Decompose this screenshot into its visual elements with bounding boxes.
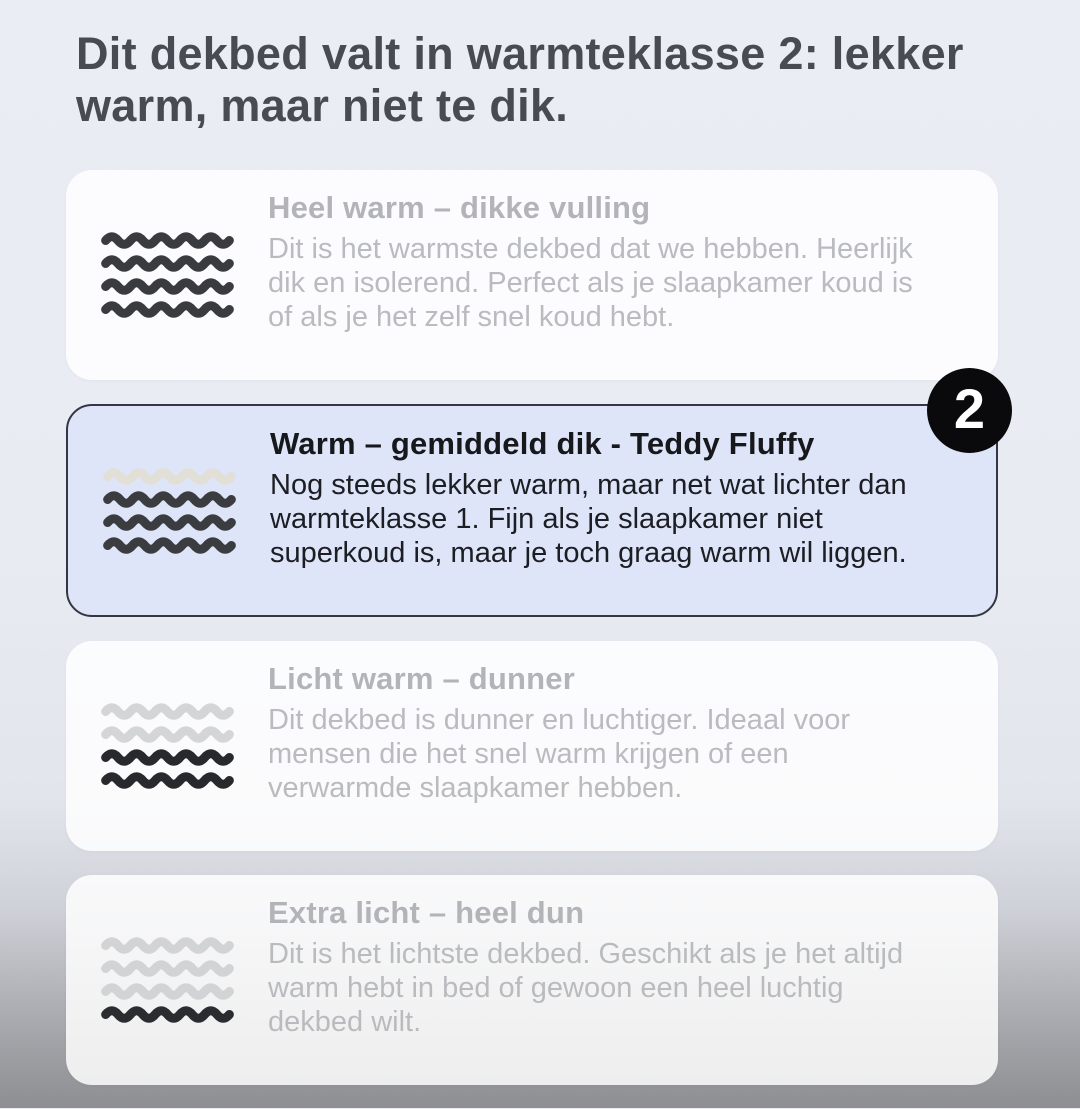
wave-icon xyxy=(99,514,240,531)
wave-icon xyxy=(97,232,238,249)
page-title: Dit dekbed valt in warmteklasse 2: lekker warm, maar niet te dik. xyxy=(76,28,964,132)
wave-icon xyxy=(99,537,240,554)
wave-icon xyxy=(99,468,240,485)
wave-icon xyxy=(97,937,238,954)
card-text xyxy=(270,406,996,589)
infographic-root xyxy=(0,28,1080,1038)
warmth-class-card-2-highlighted xyxy=(66,404,998,617)
wave-icon xyxy=(97,726,238,743)
card-title: Heel warm – dikke vulling xyxy=(268,190,651,225)
card-text xyxy=(268,641,998,824)
wave-icon xyxy=(99,491,240,508)
wave-icon xyxy=(97,983,238,1000)
warmth-level-icon xyxy=(66,170,268,318)
wave-icon xyxy=(97,255,238,272)
warmth-class-list xyxy=(66,170,998,1109)
wave-icon xyxy=(97,960,238,977)
card-title: Extra licht – heel dun xyxy=(268,895,585,930)
card-text xyxy=(268,170,998,353)
wave-icon xyxy=(97,301,238,318)
warmth-class-card-1 xyxy=(66,170,998,380)
warmth-class-card-3 xyxy=(66,641,998,851)
warmth-class-card-4 xyxy=(66,875,998,1085)
wave-icon xyxy=(97,278,238,295)
wave-icon xyxy=(97,703,238,720)
card-title: Warm – gemiddeld dik - Teddy Fluffy xyxy=(270,426,815,461)
wave-icon xyxy=(97,772,238,789)
warmth-level-icon xyxy=(66,875,268,1023)
card-body: Dit dekbed is dunner en luchtiger. Ideaal voor mensen die het snel warm krijgen of een verwarmde slaapkamer hebben. xyxy=(268,704,850,804)
warmth-level-icon xyxy=(66,641,268,789)
warmth-level-icon xyxy=(68,406,270,554)
card-text xyxy=(268,875,998,1058)
card-body: Nog steeds lekker warm, maar net wat lichter dan warmteklasse 1. Fijn als je slaapkamer niet superkoud is, maar je toch graag warm wil liggen. xyxy=(270,469,907,569)
wave-icon xyxy=(97,749,238,766)
card-body: Dit is het warmste dekbed dat we hebben. Heerlijk dik en isolerend. Perfect als je slaapkamer koud is of als je het zelf snel koud hebt. xyxy=(268,233,913,333)
warmth-class-2-badge xyxy=(927,368,1012,453)
card-body: Dit is het lichtste dekbed. Geschikt als je het altijd warm hebt in bed of gewoon een heel luchtig dekbed wilt. xyxy=(268,938,904,1038)
card-title: Licht warm – dunner xyxy=(268,661,575,696)
warmth-class-2-badge-label: 2 xyxy=(953,376,986,440)
wave-icon xyxy=(97,1006,238,1023)
